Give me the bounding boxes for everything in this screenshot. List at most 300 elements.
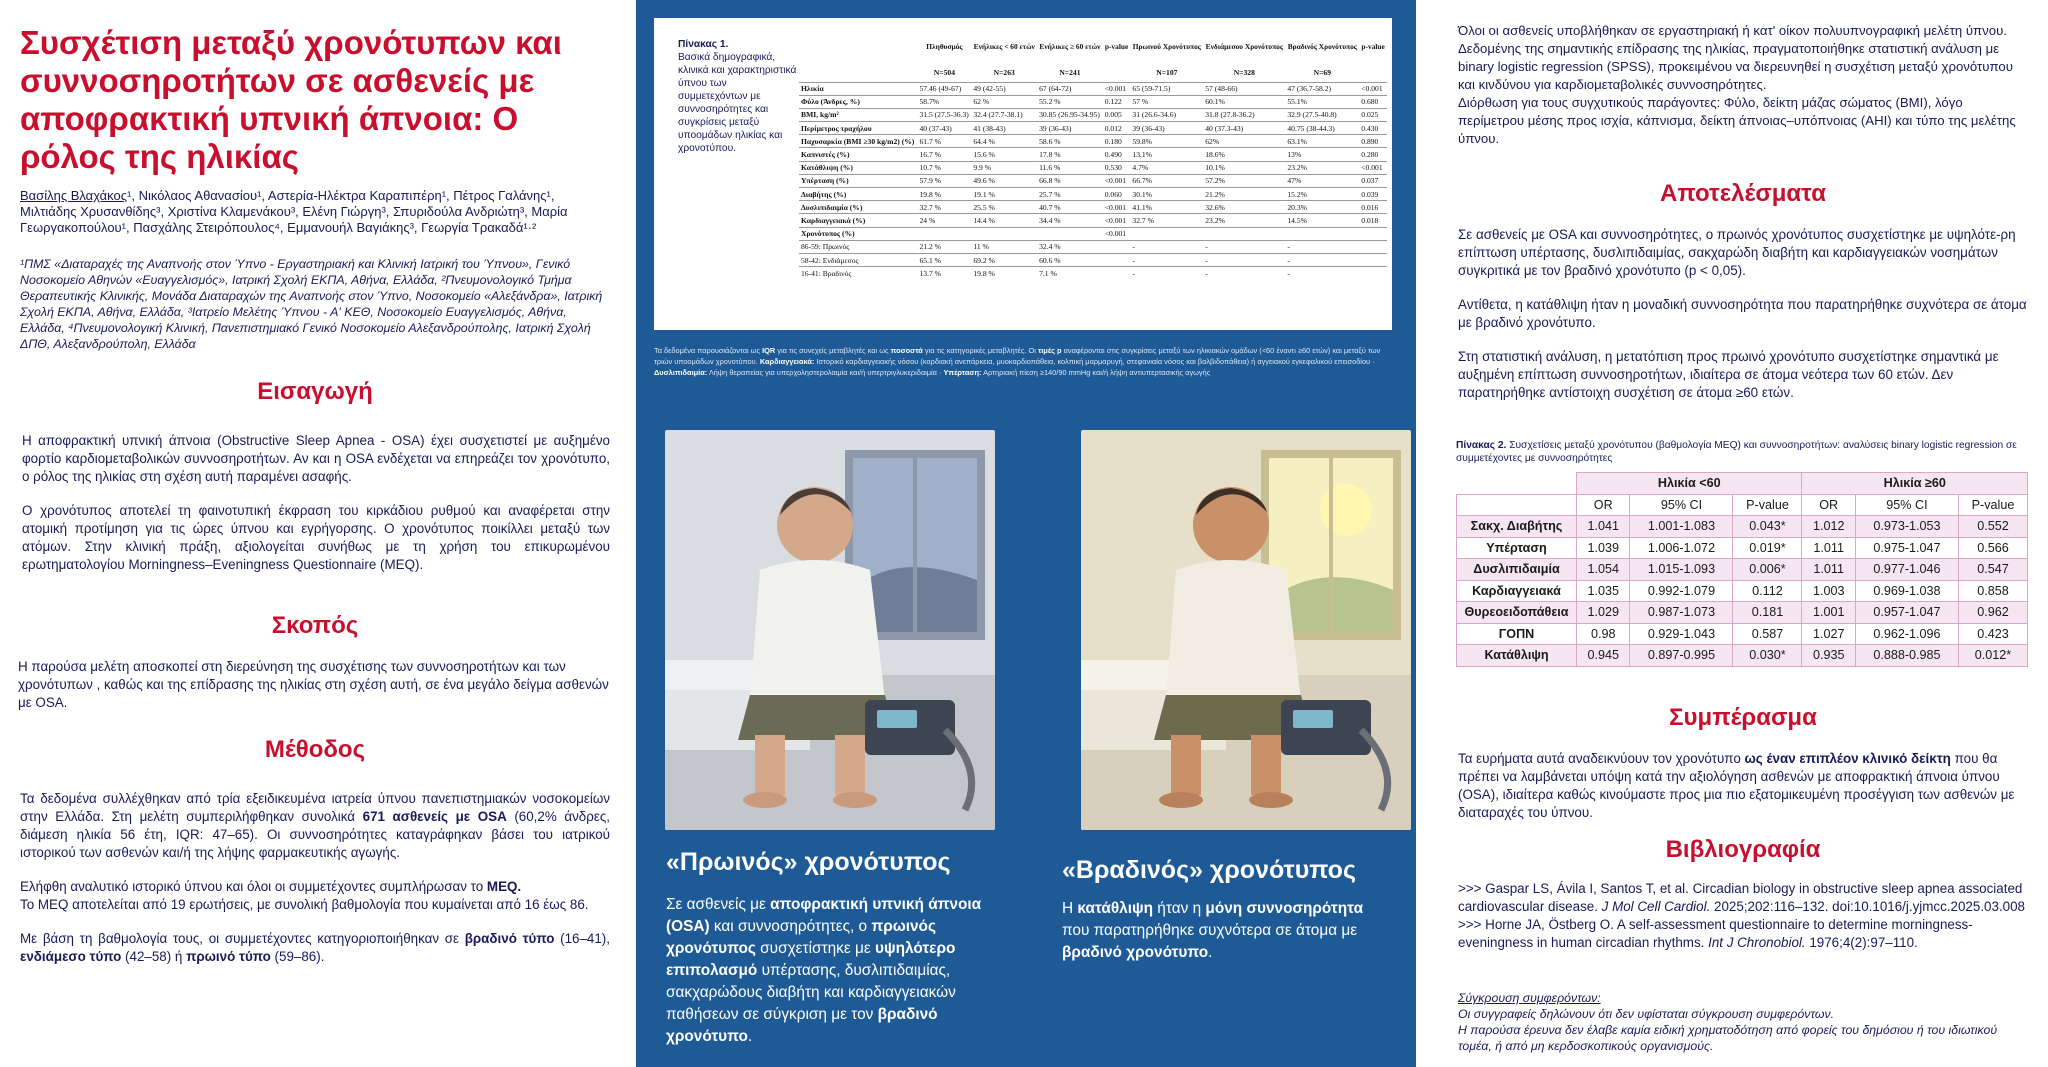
table2-cell: 0.929-1.043 xyxy=(1630,623,1733,645)
method-p3-c: (16–41), xyxy=(554,931,610,946)
table2-row-label: Κατάθλιψη xyxy=(1457,645,1577,667)
table1-cell: 62 % xyxy=(971,95,1037,108)
table2-cell: 0.019* xyxy=(1733,537,1802,559)
table1-header-cell: Πρωινού Χρονότυπος xyxy=(1132,41,1201,51)
table2-cell: 1.041 xyxy=(1577,516,1630,538)
table1-cell: 0.530 xyxy=(1103,161,1131,174)
fn-a: Τα δεδομένα παρουσιάζονται ως xyxy=(654,346,763,355)
table-row xyxy=(799,82,1387,95)
fn-k: Λήψη θεραπείας για υπερχοληστερολαιμία και/ή υπερτριγλυκεριδαιμία · xyxy=(707,368,944,377)
table1-cell: 13% xyxy=(1285,148,1359,161)
table1-row-label: Καρδιαγγειακά (%) xyxy=(799,214,917,227)
table1-header-cell: Πληθυσμός xyxy=(926,41,963,51)
table1-cell: <0.001 xyxy=(1103,214,1131,227)
author-list: ¹, Νικόλαος Αθανασίου¹, Αστερία-Ηλέκτρα Καραπιπέρη¹, Πέτρος Γαλάνης¹, Μιλτιάδης Χρυσανθίδης³, Χριστίνα Κλαμενάκου³, Ελένη Γιώργη³, Σπυριδούλα Ανδριώτη³, Μαρία Γεωργακοπούλου¹, Πασχάλης Στειρόπουλος⁴, Εμμανουήλ Βαγιάκης³, Γεωργία Τρακαδά¹·² xyxy=(20,188,568,235)
method-p2-b: MEQ. xyxy=(486,879,522,894)
table-row xyxy=(799,135,1387,148)
table-row xyxy=(799,267,1387,280)
conflict-of-interest xyxy=(1458,990,2028,1054)
table1-cell: 57.46 (49-67) xyxy=(917,82,971,95)
table2-cell: 1.039 xyxy=(1577,537,1630,559)
evening-c: ήταν η xyxy=(1153,900,1206,917)
conclusion-paragraph xyxy=(1458,750,2028,822)
method-text xyxy=(20,790,610,982)
table1-cell: 0.490 xyxy=(1103,148,1131,161)
method-p3-d: ενδιάμεσο τύπο xyxy=(20,949,122,964)
table1-cell xyxy=(1103,240,1131,253)
table1-n-cell xyxy=(1359,64,1387,82)
table1-cell: 0.890 xyxy=(1359,135,1387,148)
conclusion-c: που θα πρέπει να λαμβάνεται υπόψη κατά την αξιολόγηση ασθενών με αποφρακτική άπνοια ύπνου (OSA), ιδιαίτερα καθώς κινούμαστε προς μια πιο εξατομικευμένη προσέγγιση των ασθενών με διαταραχές του ύπνου. xyxy=(1458,751,2015,820)
table2-cell: 0.897-0.995 xyxy=(1630,645,1733,667)
fn-c: για τις συνεχείς μεταβλητές και ως xyxy=(775,346,891,355)
intro-paragraph-2: Ο χρονότυπος αποτελεί τη φαινοτυπική έκφραση του κιρκάδιου ρυθμού και αναφέρεται στην ατομική προτίμηση για τις ώρες ύπνου και εγρήγορσης. Ο χρονότυπος ποικίλλει μεταξύ των ατόμων. Στην κλινική πράξη, αξιολογείται συνήθως με τη χρήση του επικυρωμένου ερωτηματολογίου Morningness–Eveningness Questionnaire (MEQ). xyxy=(22,503,610,572)
table1-cell: 57.2% xyxy=(1203,174,1285,187)
evening-text xyxy=(1062,898,1392,964)
table1-n-cell: N=107 xyxy=(1156,68,1178,78)
results-paragraph-2: Αντίθετα, η κατάθλιψη ήταν η μοναδική συννοσηρότητα που παρατηρήθηκε συχνότερα σε άτομα με βραδινό χρονότυπο. xyxy=(1458,297,2027,330)
table2-cell: 0.962 xyxy=(1958,602,2027,624)
table1-footnote xyxy=(654,345,1394,378)
evening-heading: «Βραδινός» χρονότυπος xyxy=(1062,856,1356,884)
table1-header-cell: Βραδινός Χρονότυπος xyxy=(1287,41,1357,51)
table2-cell: 0.547 xyxy=(1958,559,2027,581)
table1-row-label: BMI, kg/m² xyxy=(799,108,917,121)
table1-cell: 13.7 % xyxy=(917,267,971,280)
table2-column-header: P-value xyxy=(1733,494,1802,516)
table1-cell: 39 (36-43) xyxy=(1037,122,1103,135)
table1-cell: 24 % xyxy=(917,214,971,227)
table1-cell: 40 (37-43) xyxy=(917,122,971,135)
table1-cell: 57 % xyxy=(1130,95,1203,108)
method-p2-c: Το MEQ αποτελείται από 19 ερωτήσεις, με συνολική βαθμολογία που κυμαίνεται από 16 έως 86. xyxy=(20,897,589,912)
table1-cell: - xyxy=(1285,267,1359,280)
table-row xyxy=(799,108,1387,121)
table2-column-header: 95% CI xyxy=(1630,494,1733,516)
table2-cell: 1.027 xyxy=(1802,623,1855,645)
table1-row-label: Υπέρταση (%) xyxy=(799,174,917,187)
table1-cell xyxy=(1103,267,1131,280)
table1-cell: 40.7 % xyxy=(1037,201,1103,214)
table2-group-under60: Ηλικία <60 xyxy=(1577,473,1802,495)
table-row xyxy=(1457,645,2028,667)
evening-g: . xyxy=(1208,944,1213,961)
table1-row-label: Περίμετρος τραχήλου xyxy=(799,122,917,135)
table1-cell: 49 (42-55) xyxy=(971,82,1037,95)
middle-panel xyxy=(636,0,1416,1067)
table2-body xyxy=(1457,516,2028,667)
table1-cell: 25.5 % xyxy=(971,201,1037,214)
evening-illustration xyxy=(1081,430,1411,830)
evening-b: κατάθλιψη xyxy=(1077,900,1153,917)
ref-a: >>> Gaspar LS, Ávila I, Santos T, et al. Circadian biology in obstructive sleep apnea associated cardiovascular disease. xyxy=(1458,881,2023,914)
table1-n-cell: N=263 xyxy=(993,68,1015,78)
results-paragraph-3: Στη στατιστική ανάλυση, η μετατόπιση προς πρωινό χρονότυπο συσχετίστηκε σημαντικά με αυξημένη επίπτωση συννοσηροτήτων, ιδιαίτερα σε άτομα νεότερα των 60 ετών. Δεν παρατηρήθηκε αντίστοιχη συσχέτιση σε άτομα ≥60 ετών. xyxy=(1458,349,1999,400)
table2-col-empty xyxy=(1457,494,1577,516)
table2-cell: 0.181 xyxy=(1733,602,1802,624)
table1-cell: 32.4 (27.7-38.1) xyxy=(971,108,1037,121)
table1-cell: 66.7% xyxy=(1130,174,1203,187)
morning-scene-icon xyxy=(665,430,995,830)
table1 xyxy=(799,28,1387,280)
conflict-line-1: Οι συγγραφείς δηλώνουν ότι δεν υφίσταται σύγκρουση συμφερόντων. xyxy=(1458,1007,1835,1021)
evening-a: Η xyxy=(1062,900,1078,917)
table1-cell: 19.8 % xyxy=(971,267,1037,280)
table2-group-over60: Ηλικία ≥60 xyxy=(1802,473,2028,495)
table2-row-label: Σακχ. Διαβήτης xyxy=(1457,516,1577,538)
results-text xyxy=(1458,226,2028,418)
table1-cell: 16.7 % xyxy=(917,148,971,161)
table1-cell: 21.2% xyxy=(1203,188,1285,201)
table1-cell: 59.8% xyxy=(1130,135,1203,148)
table1-cell: 4.7% xyxy=(1130,161,1203,174)
table1-cell xyxy=(1359,227,1387,240)
table1-caption-text: Βασικά δημογραφικά, κλινικά και χαρακτηριστικά ύπνου των συμμετεχόντων με συννοσηρότητες και συγκρίσεις μεταξύ υποομάδων ηλικίας και χρονοτύπου. xyxy=(678,52,797,154)
right-column xyxy=(1430,0,2048,1067)
table1-cell: 18.6% xyxy=(1203,148,1285,161)
table1-cell: 10.1% xyxy=(1203,161,1285,174)
first-author: Βασίλης Βλαχάκος xyxy=(20,188,128,203)
morning-c: και συννοσηρότητες, ο xyxy=(709,918,872,935)
table1-cell: 0.180 xyxy=(1103,135,1131,148)
fn-d: ποσοστά xyxy=(890,346,923,355)
table2-cell: 0.973-1.053 xyxy=(1855,516,1958,538)
table1-cell: 15.6 % xyxy=(971,148,1037,161)
morning-b: αποφρακτική υπνική άπνοια (OSA) xyxy=(666,896,982,935)
table1-cell: 0.012 xyxy=(1103,122,1131,135)
table2-row-label: ΓΟΠΝ xyxy=(1457,623,1577,645)
morning-g: υπέρτασης, δυσλιπιδαιμίας, σακχαρώδους διαβήτη και καρδιαγγειακών παθήσεων σε σύγκριση με τον xyxy=(666,962,956,1023)
table1-cell xyxy=(1285,227,1359,240)
table1-n-cell: N=69 xyxy=(1313,68,1332,78)
table2-cell: 1.054 xyxy=(1577,559,1630,581)
table1-cell xyxy=(1359,267,1387,280)
table1-header-cell: Ενδιάμεσου Χρονότυπος xyxy=(1205,41,1283,51)
table1-header-row xyxy=(799,28,1387,64)
table1-cell: <0.001 xyxy=(1359,161,1387,174)
table1-cell: 19.1 % xyxy=(971,188,1037,201)
ref-e: 1976;4(2):97–110. xyxy=(1805,935,1918,950)
table-row xyxy=(1457,516,2028,538)
table2-cell: 1.001 xyxy=(1802,602,1855,624)
table1-cell xyxy=(1130,227,1203,240)
table2-cell: 0.987-1.073 xyxy=(1630,602,1733,624)
table1-cell: 39 (36-43) xyxy=(1130,122,1203,135)
table1-row-label: 58-42: Ενδιάμεσος xyxy=(799,253,917,266)
table1-cell: 0.025 xyxy=(1359,108,1387,121)
intro-paragraph-1: Η αποφρακτική υπνική άπνοια (Obstructive Sleep Apnea - OSA) έχει συσχετιστεί με αυξημένο φορτίο καρδιομεταβολικών συννοσηροτήτων. Αν και η OSA ενδέχεται να επηρεάζει τον χρονότυπο, ο ρόλος της ηλικίας στη σχέση αυτή παραμένει ασαφής. xyxy=(22,433,610,484)
table1-cell: 32.9 (27.5-40.8) xyxy=(1285,108,1359,121)
table2-caption xyxy=(1456,439,2026,465)
table1-cell: 23.2% xyxy=(1203,214,1285,227)
method-paragraph-3 xyxy=(20,930,610,966)
morning-heading: «Πρωινός» χρονότυπος xyxy=(666,848,951,876)
fn-h: Καρδιαγγειακά: xyxy=(759,357,815,366)
table1-cell: 11 % xyxy=(971,240,1037,253)
conclusion-text xyxy=(1458,750,2028,838)
table-row xyxy=(799,227,1387,240)
table2-cell: 0.012* xyxy=(1958,645,2027,667)
table1-n-cell xyxy=(1103,64,1131,82)
table-row xyxy=(799,253,1387,266)
table1-cell: 57 (48-66) xyxy=(1203,82,1285,95)
table2-cell: 1.001-1.083 xyxy=(1630,516,1733,538)
table1-row-label: Ηλικία xyxy=(799,82,917,95)
table1-cell: <0.001 xyxy=(1103,227,1131,240)
table1-cell: 41 (38-43) xyxy=(971,122,1037,135)
table2-cell: 0.977-1.046 xyxy=(1855,559,1958,581)
table1-cell xyxy=(1359,253,1387,266)
table-row xyxy=(1457,537,2028,559)
table1-cell: 0.005 xyxy=(1103,108,1131,121)
method-cont-paragraph-1: Όλοι οι ασθενείς υποβλήθηκαν σε εργαστηριακή ή κατ' οίκον πολυυπνογραφική μελέτη ύπνου. Δεδομένης της σημαντικής επίδρασης της ηλικίας, πραγματοποιήθηκε στατιστική ανάλυση με binary logistic regression (SPSS), προκειμένου να διερευνηθεί η συσχέτιση μεταξύ χρονότυπου και κινδύνου για καρδιομεταβολικές συννοσηρότητες. xyxy=(1458,23,2013,92)
table1-cell: - xyxy=(1130,267,1203,280)
table2-caption-text: Συσχετίσεις μεταξύ χρονότυπου (βαθμολογία MEQ) και συννοσηροτήτων: αναλύσεις binary logistic regression σε συμμετέχοντες με συννοσηρότητες xyxy=(1456,440,2017,464)
table1-n-row xyxy=(799,64,1387,82)
table1-cell: 13.1% xyxy=(1130,148,1203,161)
table1-cell: 25.7 % xyxy=(1037,188,1103,201)
table1-cell: 0.430 xyxy=(1359,122,1387,135)
table1-cell: 61.7 % xyxy=(917,135,971,148)
morning-text xyxy=(666,894,1006,1048)
table1-cell: 0.680 xyxy=(1359,95,1387,108)
fn-g: αναφέρονται στις συγκρίσεις μεταξύ των ηλικιακών ομάδων (<60 έναντι ≥60 ετών) και μεταξύ των τριών υποομάδων χρονοτύπου. xyxy=(654,346,1381,366)
table2-cell: 0.043* xyxy=(1733,516,1802,538)
table2 xyxy=(1456,472,2028,667)
table2-cell: 1.015-1.093 xyxy=(1630,559,1733,581)
table2-cell: 0.962-1.096 xyxy=(1855,623,1958,645)
table1-cell xyxy=(1103,253,1131,266)
table1-cell: 60.1% xyxy=(1203,95,1285,108)
method-cont-paragraph-2: Διόρθωση για τους συγχυτικούς παράγοντες: Φύλο, δείκτη μάζας σώματος (BMI), λόγο περίμετρου μέσης προς ισχία, κάπνισμα, δείκτη άπνοιας–υπόπνοιας (AHI) και τύπο της μελέτης ύπνου. xyxy=(1458,95,2016,146)
table1-header-cell: p-value xyxy=(1361,41,1385,51)
fn-b: IQR xyxy=(762,346,776,355)
table1-caption xyxy=(678,38,798,155)
table1-cell: 49.6 % xyxy=(971,174,1037,187)
aim-paragraph: Η παρούσα μελέτη αποσκοπεί στη διερεύνηση της συσχέτισης των συννοσηροτήτων και των χρονότυπων , καθώς και της επίδρασης της ηλικίας στη σχέση αυτή, σε ένα μεγάλο δείγμα ασθενών με OSA. xyxy=(18,659,609,710)
table2-cell: 1.035 xyxy=(1577,580,1630,602)
table1-cell xyxy=(1359,240,1387,253)
method-p3-a: Με βάση τη βαθμολογία τους, οι συμμετέχοντες κατηγοριοποιήθηκαν σε xyxy=(20,931,465,946)
table1-cell xyxy=(971,227,1037,240)
table-row xyxy=(1457,580,2028,602)
table1-cell: 11.6 % xyxy=(1037,161,1103,174)
table2-column-header: P-value xyxy=(1958,494,2027,516)
table1-cell: - xyxy=(1285,253,1359,266)
table2-cell: 0.969-1.038 xyxy=(1855,580,1958,602)
method-p3-b: βραδινό τύπο xyxy=(464,931,555,946)
method-p3-e: (42–58) ή xyxy=(121,949,187,964)
table1-n-cell xyxy=(799,64,917,82)
table2-cell: 0.957-1.047 xyxy=(1855,602,1958,624)
morning-d: πρωινός χρονότυπος xyxy=(666,918,936,957)
table1-cell: 31 (26.6-34.6) xyxy=(1130,108,1203,121)
table-row xyxy=(799,174,1387,187)
table1-cell: 14.5% xyxy=(1285,214,1359,227)
table1-cell: 20.3% xyxy=(1285,201,1359,214)
table1-cell: 30.85 (26.95-34.95) xyxy=(1037,108,1103,121)
table1-cell: - xyxy=(1203,253,1285,266)
table1-cell: 47 (36.7-58.2) xyxy=(1285,82,1359,95)
table1-cell: 64.4 % xyxy=(971,135,1037,148)
fn-l: Υπέρταση: xyxy=(943,368,982,377)
table1-cell: 15.2% xyxy=(1285,188,1359,201)
table-row xyxy=(1457,602,2028,624)
evening-scene-icon xyxy=(1081,430,1411,830)
table2-column-header: 95% CI xyxy=(1855,494,1958,516)
fn-j: Δυσλιπιδαιμία: xyxy=(654,368,708,377)
table1-row-label: Χρονότυπος (%) xyxy=(799,227,917,240)
table2-cell: 1.012 xyxy=(1802,516,1855,538)
table2-cell: 0.006* xyxy=(1733,559,1802,581)
table-row xyxy=(799,240,1387,253)
table2-cell: 0.030* xyxy=(1733,645,1802,667)
table1-n-cell: N=241 xyxy=(1059,68,1081,78)
fn-e: για τις κατηγορικές μεταβλητές. Οι xyxy=(922,346,1038,355)
table1-cell xyxy=(1037,227,1103,240)
table1-cell: 32.7 % xyxy=(917,201,971,214)
method-heading: Μέθοδος xyxy=(264,736,366,763)
table2-cell: 0.992-1.079 xyxy=(1630,580,1733,602)
results-paragraph-1: Σε ασθενείς με OSA και συννοσηρότητες, ο πρωινός χρονότυπος συσχετίστηκε με υψηλότε-ρη επίπτωση υπέρτασης, δυσλιπιδαιμίας, σακχαρώδη διαβήτη και καρδιαγγειακών νοσημάτων συγκριτικά με τον βραδινό χρονότυπο (p < 0,05). xyxy=(1458,227,2016,278)
poster-title: Συσχέτιση μεταξύ χρονότυπων και συννοσηροτήτων σε ασθενείς με αποφρακτική υπνική άπνοια: Ο ρόλος της ηλικίας xyxy=(20,24,562,175)
table2-cell: 0.858 xyxy=(1958,580,2027,602)
table2-cell: 0.423 xyxy=(1958,623,2027,645)
fn-m: Αρτηριακή πίεση ≥140/90 mmHg και/ή λήψη αντιυπερτασικής αγωγής xyxy=(981,368,1211,377)
table1-n-cell: N=328 xyxy=(1233,68,1255,78)
method-p1-b: 671 ασθενείς με OSA xyxy=(362,809,507,824)
authors xyxy=(20,188,610,236)
table1-cell: 0.122 xyxy=(1103,95,1131,108)
table2-corner xyxy=(1457,473,1577,495)
table1-cell: 34.4 % xyxy=(1037,214,1103,227)
table1-cell: 67 (64-72) xyxy=(1037,82,1103,95)
table1-box xyxy=(654,18,1392,330)
table2-column-header: OR xyxy=(1577,494,1630,516)
morning-e: συσχετίστηκε με xyxy=(755,940,876,957)
table2-row-label: Υπέρταση xyxy=(1457,537,1577,559)
conflict-title: Σύγκρουση συμφερόντων: xyxy=(1458,991,1601,1005)
table-row xyxy=(799,201,1387,214)
evening-d: μόνη συννοσηρότητα xyxy=(1205,900,1364,917)
table1-cell: 32.4 % xyxy=(1037,240,1103,253)
table1-cell: <0.001 xyxy=(1103,201,1131,214)
conclusion-heading: Συμπέρασμα xyxy=(1669,704,1817,731)
table1-cell: - xyxy=(1203,240,1285,253)
table2-cell: 0.935 xyxy=(1802,645,1855,667)
affiliations: ¹ΠΜΣ «Διαταραχές της Αναπνοής στον Ύπνο - Εργαστηριακή και Κλινική Ιατρική του Ύπνου», Γενικό Νοσοκομείο Αθηνών «Ευαγγελισμός», Ιατρική Σχολή ΕΚΠΑ, Αθήνα, Ελλάδα, ²Πνευμονολογικό Τμήμα Θεραπευτικής Κλινικής, Μονάδα Διαταραχών της Αναπνοής στον Ύπνο, Νοσοκομείο «Αλεξάνδρα», Ιατρική Σχολή ΕΚΠΑ, Αθήνα, Ελλάδα, ³Ιατρείο Μελέτης Ύπνου - Α' ΚΕΘ, Νοσοκομείο Ευαγγελισμός, Αθήνα, Ελλάδα, ⁴Πνευμονολογική Κλινική, Πανεπιστημιακό Γενικό Νοσοκομείο Αλεξανδρούπολης, Ιατρική Σχολή ΔΠΘ, Αλεξανδρούπολη, Ελλάδα xyxy=(20,257,603,351)
table1-cell: - xyxy=(1130,240,1203,253)
table1-header-cell: Ενήλικες ≥ 60 ετών xyxy=(1039,41,1101,51)
table1-cell: 66.8 % xyxy=(1037,174,1103,187)
table1-cell: 40.75 (38-44.3) xyxy=(1285,122,1359,135)
method-continued xyxy=(1458,22,2028,164)
table1-header-cell: Ενήλικες < 60 ετών xyxy=(973,41,1035,51)
table1-cell: 32.7 % xyxy=(1130,214,1203,227)
table1-cell: 19.8 % xyxy=(917,188,971,201)
method-p3-f: πρωινό τύπο xyxy=(186,949,271,964)
conclusion-a: Τα ευρήματα αυτά αναδεικνύουν τον χρονότυπο xyxy=(1458,751,1745,766)
table2-cell: 0.975-1.047 xyxy=(1855,537,1958,559)
table1-cell: 32.6% xyxy=(1203,201,1285,214)
method-paragraph-2 xyxy=(20,878,610,914)
table1-n-cell: N=504 xyxy=(933,68,955,78)
table2-column-row xyxy=(1457,494,2028,516)
table-row xyxy=(799,95,1387,108)
table1-header-cell xyxy=(799,28,917,64)
table1-cell: 23.2% xyxy=(1285,161,1359,174)
table1-cell: 0.060 xyxy=(1103,188,1131,201)
table2-cell: 0.566 xyxy=(1958,537,2027,559)
table2-caption-title: Πίνακας 2. xyxy=(1456,440,1507,451)
left-column xyxy=(0,0,625,1067)
table2-cell: 1.011 xyxy=(1802,559,1855,581)
intro-text xyxy=(22,432,610,590)
table1-cell: - xyxy=(1130,253,1203,266)
table1-row-label: Καπνιστές (%) xyxy=(799,148,917,161)
conclusion-b: ως έναν επιπλέον κλινικό δείκτη xyxy=(1744,751,1951,766)
table2-row-label: Δυσλιπιδαιμία xyxy=(1457,559,1577,581)
table1-row-label: Παχυσαρκία (BMI ≥30 kg/m2) (%) xyxy=(799,135,917,148)
method-p2-a: Ελήφθη αναλυτικό ιστορικό ύπνου και όλοι οι συμμετέχοντες συμπλήρωσαν το xyxy=(20,879,487,894)
method-p1-a: Τα δεδομένα συλλέχθηκαν από τρία εξειδικευμένα ιατρεία ύπνου πανεπιστημιακών νοσοκομείων στην Ελλάδα. Στη μελέτη συμπεριλήφθηκαν συνολικά xyxy=(20,791,610,824)
table2-cell: 1.003 xyxy=(1802,580,1855,602)
bibliography-heading: Βιβλιογραφία xyxy=(1665,836,1821,863)
table-row xyxy=(799,148,1387,161)
table1-row-label: 16-41: Βραδινός xyxy=(799,267,917,280)
table2-cell: 1.029 xyxy=(1577,602,1630,624)
table1-cell: 0.018 xyxy=(1359,214,1387,227)
morning-f: υψηλότερο επιπολασμό xyxy=(666,940,956,979)
table1-cell xyxy=(1203,227,1285,240)
table2-cell: 0.945 xyxy=(1577,645,1630,667)
table1-cell: 9.9 % xyxy=(971,161,1037,174)
table1-cell: 69.2 % xyxy=(971,253,1037,266)
ref-b: J Mol Cell Cardiol. xyxy=(1601,899,1711,914)
table1-cell: 21.2 % xyxy=(917,240,971,253)
table2-cell: 1.011 xyxy=(1802,537,1855,559)
table1-cell: 31.8 (27.8-36.2) xyxy=(1203,108,1285,121)
table1-row-label: 86-59: Πρωινός xyxy=(799,240,917,253)
table1-cell: 62% xyxy=(1203,135,1285,148)
table1-cell: 41.1% xyxy=(1130,201,1203,214)
table2-row-label: Θυρεοειδοπάθεια xyxy=(1457,602,1577,624)
ref-c: 2025;202:116–132. doi:10.1016/j.yjmcc.2025.03.008 >>> Horne JA, Östberg O. A self-assessment questionnaire to determine morningness-eveningness in human circadian rhythms. xyxy=(1458,899,2025,950)
results-heading: Αποτελέσματα xyxy=(1660,180,1826,207)
morning-i: . xyxy=(747,1028,753,1045)
table1-cell: 0.039 xyxy=(1359,188,1387,201)
table2-row-label: Καρδιαγγειακά xyxy=(1457,580,1577,602)
method-p1-c: (60,2% άνδρες, διάμεση ηλικία 56 έτη, IQR: 47–65). Οι συννοσηρότητες καταγράφηκαν βάσει του ιατρικού ιστορικού των ασθενών και/ή της λήψης φαρμακευτικής αγωγής. xyxy=(20,809,610,860)
table1-row-label: Φύλο (Άνδρες, %) xyxy=(799,95,917,108)
table1-header-cell: p-value xyxy=(1104,41,1129,51)
table1-cell: 65.1 % xyxy=(917,253,971,266)
table-row xyxy=(1457,623,2028,645)
table1-cell: 57.9 % xyxy=(917,174,971,187)
table2-group-row xyxy=(1457,473,2028,495)
table1-caption-title: Πίνακας 1. xyxy=(678,39,729,50)
table1-cell: 10.7 % xyxy=(917,161,971,174)
table1-cell: 55.2 % xyxy=(1037,95,1103,108)
table2-cell: 0.98 xyxy=(1577,623,1630,645)
aim-heading: Σκοπός xyxy=(271,612,359,639)
morning-h: βραδινό χρονότυπο xyxy=(666,1006,938,1045)
references xyxy=(1458,880,2028,952)
table2-cell: 0.112 xyxy=(1733,580,1802,602)
table1-cell: 40 (37.3-43) xyxy=(1203,122,1285,135)
table1-row-label: Διαβήτης (%) xyxy=(799,188,917,201)
table1-cell: 0.016 xyxy=(1359,201,1387,214)
